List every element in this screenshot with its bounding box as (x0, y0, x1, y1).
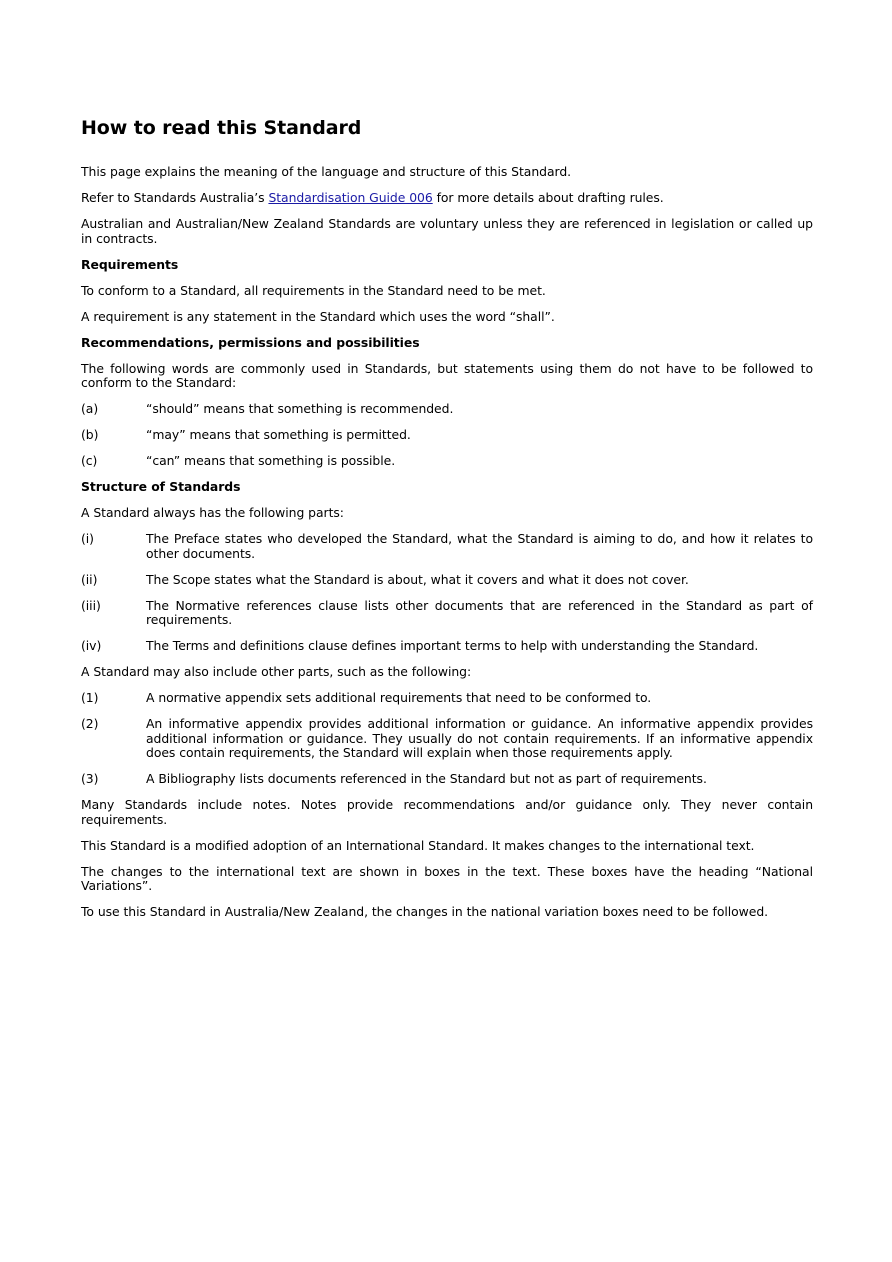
document-page (81, 116, 813, 931)
intro-paragraph-3: Australian and Australian/New Zealand Standards are voluntary unless they are referenced in legislation or called up in contracts. (81, 216, 813, 246)
list-item-text: The Normative references clause lists other documents that are referenced in the Standard as part of requirements. (146, 597, 813, 627)
list-item-text: A Bibliography lists documents referenced in the Standard but not as part of requirements. (146, 771, 707, 786)
list-item-label: (b) (81, 427, 99, 442)
list-item (81, 691, 813, 706)
changes-paragraph: The changes to the international text are shown in boxes in the text. These boxes have the heading “National Variations”. (81, 863, 813, 893)
recommendations-heading: Recommendations, permissions and possibilities (81, 334, 420, 350)
national-variation-paragraph: To use this Standard in Australia/New Zealand, the changes in the national variation boxes need to be followed. (81, 904, 769, 919)
list-item-label: (iv) (81, 638, 102, 653)
list-item-label: (1) (81, 690, 99, 705)
list-item-label: (i) (81, 531, 94, 546)
list-item-text: The Scope states what the Standard is about, what it covers and what it does not cover. (146, 571, 689, 587)
requirements-heading: Requirements (81, 256, 179, 272)
list-item-label: (ii) (81, 571, 98, 587)
list-item (81, 639, 813, 654)
list-item-text: “should” means that something is recommended. (146, 401, 454, 416)
intro-paragraph-1: This page explains the meaning of the language and structure of this Standard. (81, 164, 572, 179)
intro-paragraph-2 (81, 191, 813, 206)
structure-paragraph-2: A Standard may also include other parts, such as the following: (81, 664, 472, 679)
list-item (81, 772, 813, 787)
notes-paragraph: Many Standards include notes. Notes provide recommendations and/or guidance only. They never contain requirements. (81, 797, 813, 827)
list-item-label: (c) (81, 453, 98, 468)
list-item (81, 573, 813, 588)
intro-p2-before: Refer to Standards Australia’s (81, 190, 269, 205)
intro-p2-after: for more details about drafting rules. (432, 190, 664, 205)
list-item (81, 402, 813, 417)
list-item-text: The Terms and definitions clause defines important terms to help with understanding the Standard. (146, 638, 759, 653)
list-item-label: (3) (81, 771, 99, 786)
list-item-text: The Preface states who developed the Standard, what the Standard is aiming to do, and how it relates to other documents. (146, 531, 813, 561)
page-title: How to read this Standard (81, 117, 362, 139)
list-item-text: “may” means that something is permitted. (146, 427, 411, 442)
requirements-paragraph-1: To conform to a Standard, all requirements in the Standard need to be met. (81, 282, 546, 298)
list-item-text: An informative appendix provides additional information or guidance. An informative appendix provides additional information or guidance. They usually do not contain requirements. If an informative appendix does contain requirements, the Standard will explain when those requirements apply. (146, 716, 813, 760)
list-item (81, 428, 813, 443)
structure-paragraph-1: A Standard always has the following parts: (81, 505, 344, 520)
list-item-text: A normative appendix sets additional requirements that need to be conformed to. (146, 690, 652, 705)
list-item (81, 454, 813, 469)
list-item (81, 599, 813, 628)
list-item (81, 717, 813, 761)
list-item-label: (iii) (81, 597, 101, 613)
list-item-text: “can” means that something is possible. (146, 453, 396, 468)
adoption-paragraph: This Standard is a modified adoption of an International Standard. It makes changes to the international text. (81, 837, 755, 853)
list-item-label: (a) (81, 401, 99, 416)
recommendations-paragraph: The following words are commonly used in Standards, but statements using them do not have to be followed to conform to the Standard: (81, 360, 813, 390)
list-item (81, 532, 813, 561)
structure-heading: Structure of Standards (81, 479, 241, 494)
requirements-paragraph-2: A requirement is any statement in the Standard which uses the word “shall”. (81, 308, 555, 324)
standardisation-guide-link[interactable]: Standardisation Guide 006 (268, 190, 433, 205)
list-item-label: (2) (81, 716, 99, 731)
